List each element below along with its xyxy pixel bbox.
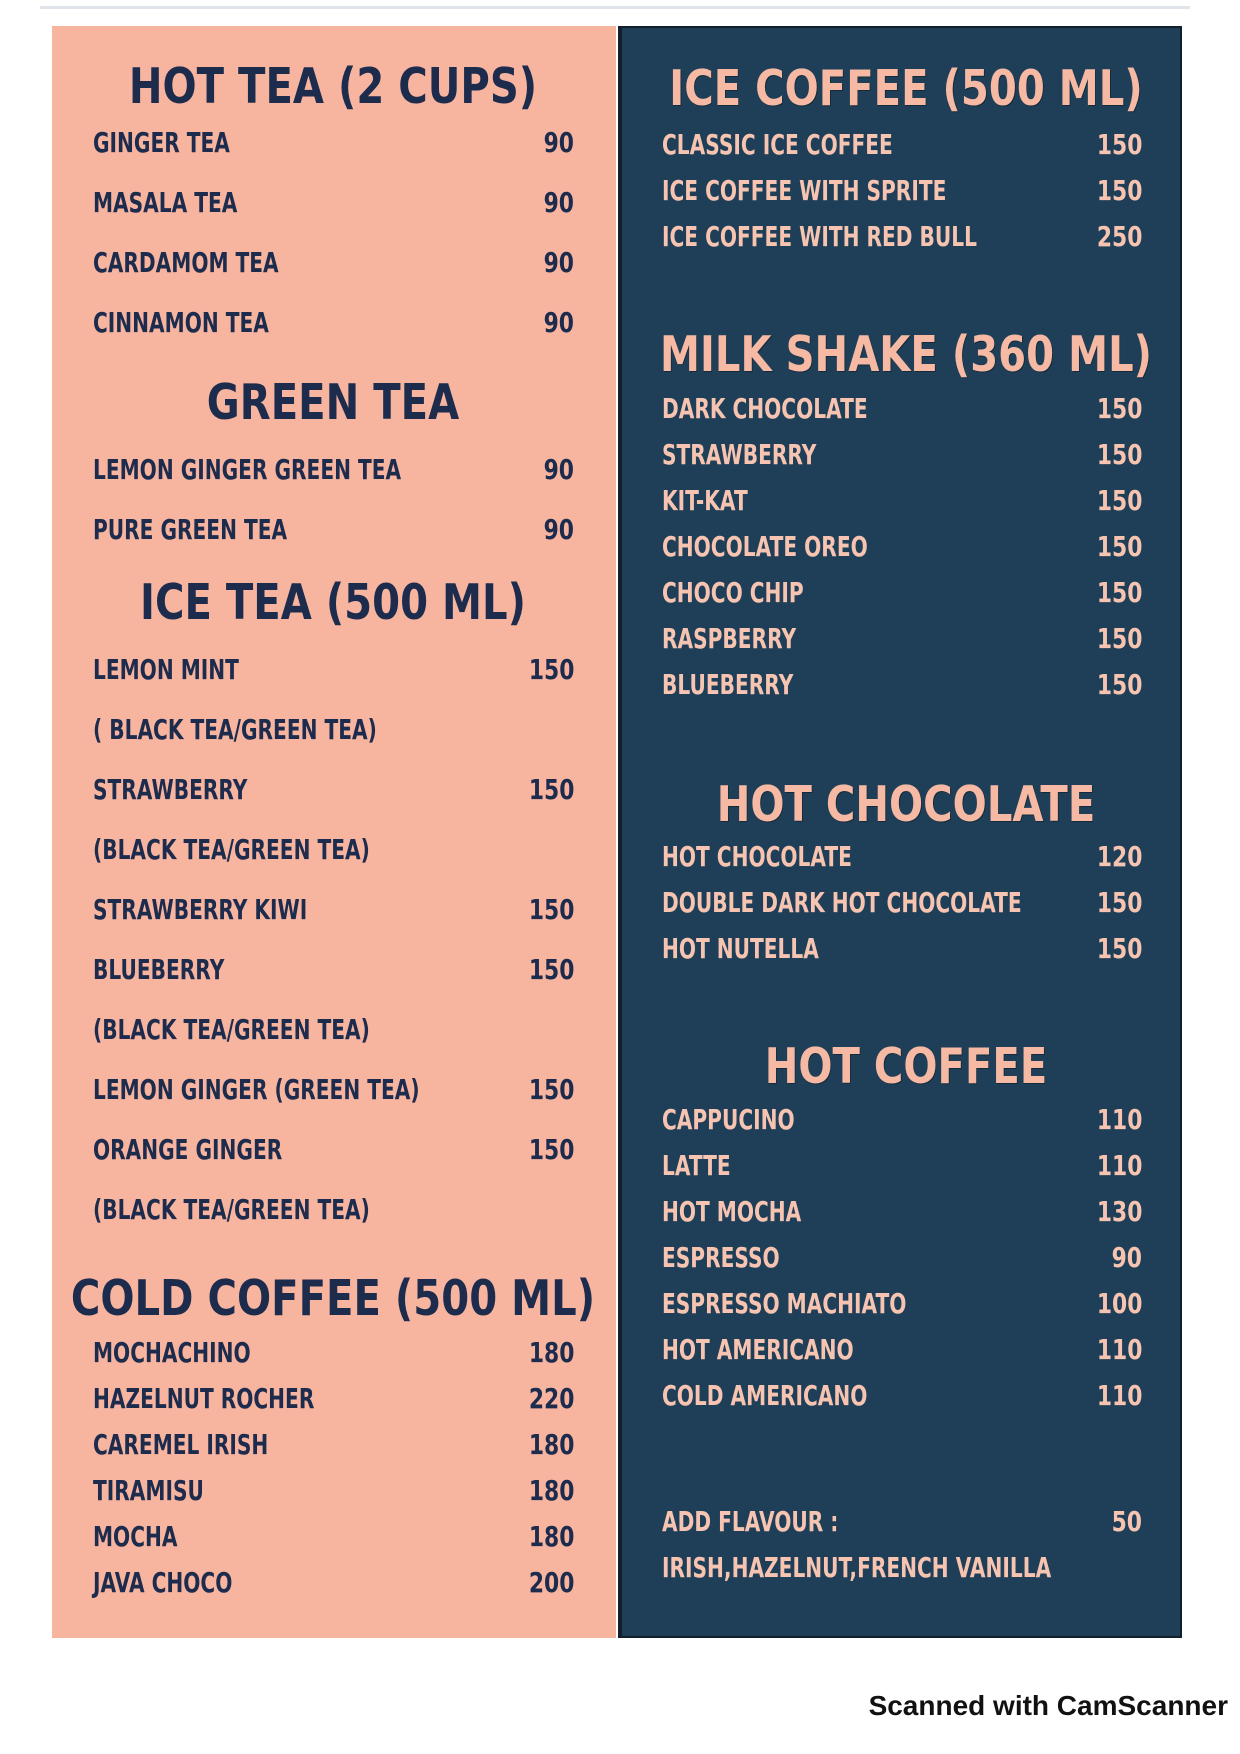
menu-item-name: DARK CHOCOLATE	[662, 392, 868, 425]
section-title-ice-coffee-500-ml: ICE COFFEE (500 ML)	[669, 60, 1143, 117]
menu-item-name: PURE GREEN TEA	[93, 513, 288, 546]
menu-item-price: 150	[528, 1073, 574, 1106]
menu-item-price: 250	[1096, 220, 1142, 253]
menu-item-price: 150	[1096, 886, 1142, 919]
menu-item-name: CARDAMOM TEA	[93, 246, 279, 279]
menu-item-name: CHOCO CHIP	[662, 576, 804, 609]
menu-item-price: 110	[1096, 1149, 1142, 1182]
menu-item-price: 90	[543, 246, 574, 279]
menu-item-name: ICE COFFEE WITH RED BULL	[662, 220, 977, 253]
menu-item-name: LATTE	[662, 1149, 731, 1182]
menu-item-name: ESPRESSO MACHIATO	[662, 1287, 907, 1320]
menu-item-name: ICE COFFEE WITH SPRITE	[662, 174, 947, 207]
menu-item-price: 180	[528, 1336, 574, 1369]
menu-item-price: 150	[528, 1133, 574, 1166]
menu-item-price: 110	[1096, 1333, 1142, 1366]
menu-item-price: 100	[1096, 1287, 1142, 1320]
menu-item-price: 90	[543, 453, 574, 486]
menu-item-price: 220	[528, 1382, 574, 1415]
menu-item-name: COLD AMERICANO	[662, 1379, 868, 1412]
menu-item-name: RASPBERRY	[662, 622, 797, 655]
menu-item-name: STRAWBERRY	[662, 438, 817, 471]
menu-item-name: ( BLACK TEA/GREEN TEA)	[93, 713, 377, 746]
section-title-cold-coffee-500-ml: COLD COFFEE (500 ML)	[70, 1270, 596, 1327]
menu-item-name: ORANGE GINGER	[93, 1133, 283, 1166]
menu-item-name: BLUEBERRY	[93, 953, 225, 986]
menu-item-name: BLUEBERRY	[662, 668, 794, 701]
section-title-hot-tea-2-cups: HOT TEA (2 CUPS)	[128, 58, 538, 115]
menu-item-price: 90	[1111, 1241, 1142, 1274]
menu-item-price: 90	[543, 513, 574, 546]
menu-item-price: 150	[528, 653, 574, 686]
menu-item-name: LEMON GINGER GREEN TEA	[93, 453, 402, 486]
menu-item-name: CINNAMON TEA	[93, 306, 269, 339]
menu-item-name: IRISH,HAZELNUT,FRENCH VANILLA	[662, 1551, 1052, 1584]
menu-item-name: CHOCOLATE OREO	[662, 530, 868, 563]
menu-item-name: STRAWBERRY	[93, 773, 248, 806]
menu-item-name: MOCHA	[93, 1520, 178, 1553]
menu-item-name: MOCHACHINO	[93, 1336, 251, 1369]
menu-item-name: HAZELNUT ROCHER	[93, 1382, 315, 1415]
menu-item-price: 150	[1096, 530, 1142, 563]
menu-item-name: CAPPUCINO	[662, 1103, 795, 1136]
menu-item-price: 150	[1096, 484, 1142, 517]
menu-item-price: 150	[1096, 932, 1142, 965]
menu-item-price: 150	[1096, 622, 1142, 655]
menu-item-price: 150	[528, 773, 574, 806]
section-title-ice-tea-500-ml: ICE TEA (500 ML)	[140, 574, 526, 631]
menu-item-price: 50	[1111, 1505, 1142, 1538]
menu-item-name: TIRAMISU	[93, 1474, 204, 1507]
menu-item-price: 180	[528, 1520, 574, 1553]
menu-item-price: 90	[543, 126, 574, 159]
left-menu-panel	[52, 26, 616, 1638]
menu-item-name: HOT AMERICANO	[662, 1333, 854, 1366]
menu-item-price: 150	[1096, 392, 1142, 425]
menu-item-name: HOT MOCHA	[662, 1195, 802, 1228]
menu-item-price: 120	[1096, 840, 1142, 873]
section-title-hot-chocolate: HOT CHOCOLATE	[716, 776, 1096, 833]
menu-item-price: 150	[528, 893, 574, 926]
menu-item-name: (BLACK TEA/GREEN TEA)	[93, 833, 370, 866]
scanner-watermark: Scanned with CamScanner	[868, 1690, 1228, 1721]
menu-item-name: LEMON GINGER (GREEN TEA)	[93, 1073, 420, 1106]
menu-item-price: 90	[543, 306, 574, 339]
menu-item-price: 150	[1096, 576, 1142, 609]
section-title-hot-coffee: HOT COFFEE	[764, 1038, 1048, 1095]
menu-item-price: 180	[528, 1474, 574, 1507]
menu-item-name: LEMON MINT	[93, 653, 239, 686]
menu-item-name: (BLACK TEA/GREEN TEA)	[93, 1013, 370, 1046]
menu-item-price: 150	[1096, 128, 1142, 161]
menu-item-price: 150	[1096, 438, 1142, 471]
menu-item-name: KIT-KAT	[662, 484, 748, 517]
right-menu-panel	[618, 26, 1182, 1638]
menu-item-name: MASALA TEA	[93, 186, 238, 219]
menu-item-price: 110	[1096, 1379, 1142, 1412]
menu-item-price: 150	[1096, 174, 1142, 207]
menu-item-price: 180	[528, 1428, 574, 1461]
menu-item-name: HOT NUTELLA	[662, 932, 819, 965]
menu-item-name: ADD FLAVOUR :	[662, 1505, 839, 1538]
section-title-green-tea: GREEN TEA	[206, 374, 460, 431]
section-title-milk-shake-360-ml: MILK SHAKE (360 ML)	[659, 326, 1153, 383]
menu-item-name: DOUBLE DARK HOT CHOCOLATE	[662, 886, 1022, 919]
menu-item-name: JAVA CHOCO	[93, 1566, 233, 1599]
menu-item-name: HOT CHOCOLATE	[662, 840, 852, 873]
top-edge-line	[40, 6, 1190, 9]
menu-item-price: 200	[528, 1566, 574, 1599]
menu-item-price: 150	[528, 953, 574, 986]
menu-item-price: 150	[1096, 668, 1142, 701]
menu-item-name: ESPRESSO	[662, 1241, 780, 1274]
menu-item-name: (BLACK TEA/GREEN TEA)	[93, 1193, 370, 1226]
menu-item-price: 130	[1096, 1195, 1142, 1228]
menu-item-name: GINGER TEA	[93, 126, 230, 159]
menu-item-name: CLASSIC ICE COFFEE	[662, 128, 893, 161]
menu-item-price: 110	[1096, 1103, 1142, 1136]
menu-item-name: CAREMEL IRISH	[93, 1428, 269, 1461]
menu-item-price: 90	[543, 186, 574, 219]
menu-item-name: STRAWBERRY KIWI	[93, 893, 308, 926]
